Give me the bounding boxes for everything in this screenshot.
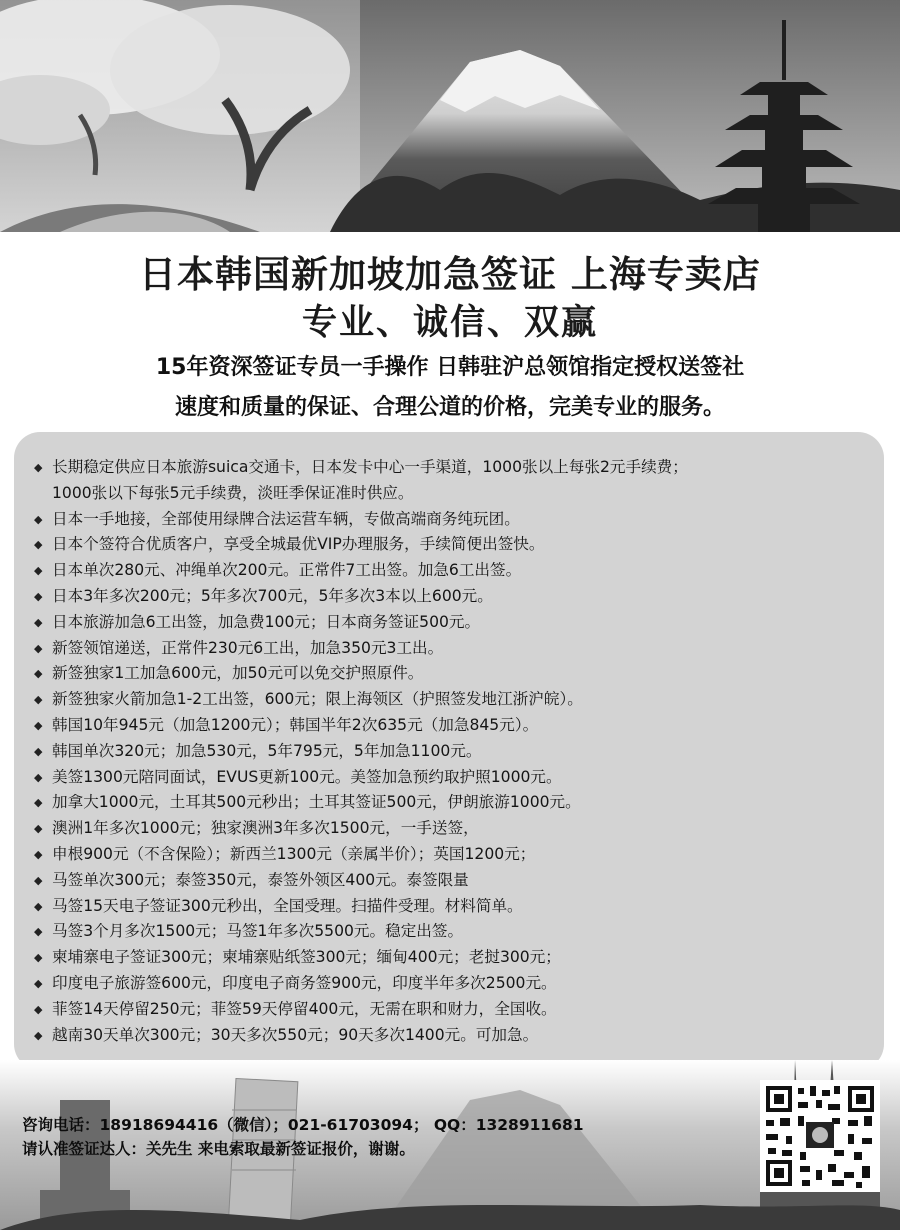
bullet-icon: ◆ [34, 641, 43, 655]
list-item [32, 816, 890, 842]
list-item-text: 印度电子旅游签600元，印度电子商务签900元，印度半年多次2500元。 [52, 973, 557, 992]
list-item-continuation: 1000张以下每张5元手续费，淡旺季保证准时供应。 [52, 483, 414, 502]
bullet-icon: ◆ [34, 589, 43, 603]
bullet-icon: ◆ [34, 667, 43, 681]
list-item-text: 新签独家火箭加急1-2工出签，600元；限上海领区（护照签发地江浙沪皖）。 [52, 690, 583, 709]
list-item [32, 713, 890, 739]
list-item [32, 868, 890, 894]
list-item-text: 澳洲1年多次1000元；独家澳洲3年多次1500元，一手送签， [52, 819, 479, 838]
list-item [32, 687, 890, 713]
bullet-icon: ◆ [34, 976, 43, 990]
contact-note: 请认准签证达人：关先生 来电索取最新签证报价，谢谢。 [22, 1140, 415, 1158]
list-item-text: 日本一手地接，全部使用绿牌合法运营车辆，专做高端商务纯玩团。 [52, 509, 520, 528]
list-item [32, 507, 890, 533]
list-item-text: 菲签14天停留250元；菲签59天停留400元，无需在职和财力，全国收。 [52, 999, 557, 1018]
list-item-text: 越南30天单次300元；30天多次550元；90天多次1400元。可加急。 [52, 1025, 539, 1044]
list-item [32, 894, 890, 920]
bullet-icon: ◆ [34, 615, 43, 629]
list-item [32, 1023, 890, 1049]
list-item-text: 美签1300元陪同面试，EVUS更新100元。美签加急预约取护照1000元。 [52, 767, 562, 786]
list-item [32, 971, 890, 997]
list-item-text: 韩国10年945元（加急1200元）；韩国半年2次635元（加急845元）。 [52, 715, 539, 734]
list-item [32, 739, 890, 765]
list-item-text: 韩国单次320元；加急530元，5年795元，5年加急1100元。 [52, 741, 482, 760]
contact-line: 咨询电话：18918694416（微信）；021-61703094； QQ：1328911681 [22, 1116, 584, 1134]
list-item-text: 马签15天电子签证300元秒出，全国受理。扫描件受理。材料简单。 [52, 896, 523, 915]
bullet-icon: ◆ [34, 873, 43, 887]
list-item-text: 长期稳定供应日本旅游suica交通卡，日本发卡中心一手渠道，1000张以上每张2元手续费； [52, 458, 688, 476]
slogan: 专业、诚信、双赢 [301, 303, 598, 343]
header-photo [0, 0, 900, 232]
list-item-text: 加拿大1000元，土耳其500元秒出；土耳其签证500元，伊朗旅游1000元。 [52, 793, 581, 812]
list-item [32, 790, 890, 816]
bullet-icon: ◆ [34, 538, 43, 552]
bullet-icon: ◆ [34, 925, 43, 939]
list-item-text: 申根900元（不含保险）；新西兰1300元（亲属半价）；英国1200元； [52, 844, 536, 863]
list-item-text: 日本个签符合优质客户，享受全城最优VIP办理服务，手续简便出签快。 [52, 535, 545, 554]
bullet-icon: ◆ [34, 564, 43, 578]
list-item-text: 新签领馆递送，正常件230元6工出，加急350元3工出。 [52, 638, 444, 657]
list-item [32, 558, 890, 584]
list-item-text: 柬埔寨电子签证300元；柬埔寨贴纸签300元；缅甸400元；老挝300元； [52, 948, 561, 967]
bullet-icon: ◆ [34, 744, 43, 758]
list-item-text: 日本3年多次200元；5年多次700元，5年多次3本以上600元。 [52, 586, 493, 605]
bullet-icon: ◆ [34, 512, 43, 526]
bullet-icon: ◆ [34, 461, 43, 474]
bullet-icon: ◆ [34, 770, 43, 784]
subtitle-promise: 速度和质量的保证、合理公道的价格，完美专业的服务。 [174, 395, 725, 420]
bullet-icon: ◆ [34, 1028, 43, 1042]
subtitle-experience: 15年资深签证专员一手操作 日韩驻沪总领馆指定授权送签社 [155, 355, 745, 380]
list-item [32, 636, 890, 662]
list-item [32, 919, 890, 945]
list-item [32, 610, 890, 636]
list-item [32, 765, 890, 791]
bullet-icon: ◆ [34, 1002, 43, 1016]
list-item-text: 马签单次300元；泰签350元，泰签外领区400元。泰签限量 [52, 870, 469, 889]
list-item [32, 842, 890, 868]
qr-code-icon [760, 1080, 880, 1192]
price-list [32, 455, 890, 1048]
bullet-icon: ◆ [34, 847, 43, 861]
bullet-icon: ◆ [34, 951, 43, 965]
page-title: 日本韩国新加坡加急签证 上海专卖店 [139, 253, 761, 296]
list-item-text: 日本旅游加急6工出签，加急费100元；日本商务签证500元。 [52, 612, 481, 631]
list-item-text: 新签独家1工加急600元，加50元可以免交护照原件。 [52, 664, 424, 683]
list-item [32, 455, 890, 507]
bullet-icon: ◆ [34, 718, 43, 732]
list-item-text: 马签3个月多次1500元；马签1年多次5500元。稳定出签。 [52, 922, 464, 941]
list-item [32, 945, 890, 971]
bullet-icon: ◆ [34, 822, 43, 836]
bullet-icon: ◆ [34, 796, 43, 810]
bullet-icon: ◆ [34, 899, 43, 913]
list-item [32, 584, 890, 610]
list-item [32, 532, 890, 558]
list-item [32, 661, 890, 687]
list-item [32, 997, 890, 1023]
bullet-icon: ◆ [34, 693, 43, 707]
list-item-text: 日本单次280元、冲绳单次200元。正常件7工出签。加急6工出签。 [52, 561, 522, 580]
